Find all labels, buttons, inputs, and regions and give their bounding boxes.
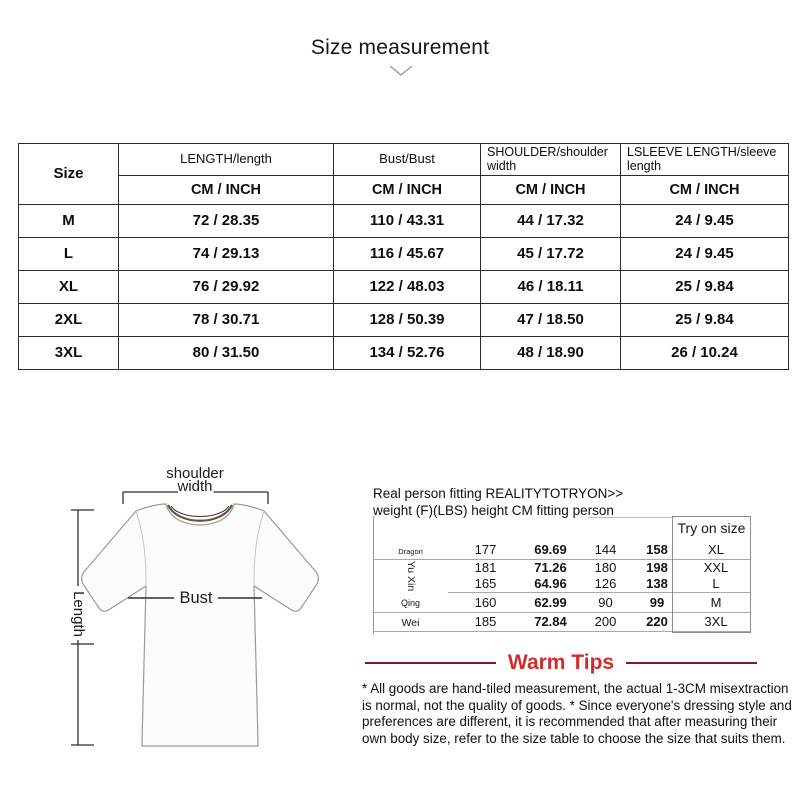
size-measurement-table [18,143,789,370]
fitting-value: 62.99 [523,592,578,612]
unit-header: CM / INCH [621,175,789,204]
length-column-header: LENGTH/length [119,144,334,176]
fitting-size: 3XL [681,612,751,631]
try-on-size-header: Try on size [677,520,746,536]
fitting-value: 72.84 [523,612,578,631]
size-table-unit-row [19,175,789,204]
page-title: Size measurement [310,36,490,59]
shoulder-width-label: width [177,478,213,495]
fitting-heading: Real person fitting REALITYTOTRYON>> [373,486,624,501]
fitting-value: 69.69 [523,540,578,559]
size-table-header-row [19,144,789,176]
fitting-value: 99 [633,592,681,612]
length-cell: 76 / 29.92 [119,270,334,303]
size-row-xl [19,270,789,303]
shoulder-width-label: shoulder [166,465,224,482]
sleeve-cell: 24 / 9.45 [621,237,789,270]
fitting-value: 160 [448,592,523,612]
size-row-m [19,204,789,237]
unit-header: CM / INCH [481,175,621,204]
warm-tips-header [365,648,757,678]
length-cell: 72 / 28.35 [119,204,334,237]
size-label: 2XL [19,303,119,336]
size-label: 3XL [19,336,119,369]
sleeve-cell: 25 / 9.84 [621,303,789,336]
tshirt-outline [82,504,319,746]
warm-tips-line-left [365,662,496,664]
fitting-value: 200 [578,612,633,631]
bust-cell: 134 / 52.76 [334,336,481,369]
warm-tips-body: * All goods are hand-tiled measurement, the actual 1-3CM misextraction is normal, not the quality of goods. * Since everyone's dressing style and preferences are different, it is recommended that after measuring their own body size, refer to the size table to choose the size that suits them. [362,681,792,746]
fitting-value: 158 [633,540,681,559]
fitting-value: 126 [578,576,633,592]
bust-cell: 122 / 48.03 [334,270,481,303]
size-row-2xl [19,303,789,336]
length-cell: 80 / 31.50 [119,336,334,369]
chevron-down-icon [387,64,415,78]
length-cell: 74 / 29.13 [119,237,334,270]
size-row-3xl [19,336,789,369]
fitting-size: L [681,576,751,592]
sleeve-cell: 25 / 9.84 [621,270,789,303]
fitter-name: Yu Xin [404,560,417,591]
size-label: M [19,204,119,237]
fitting-size: M [681,592,751,612]
bust-cell: 110 / 43.31 [334,204,481,237]
fitting-value: 64.96 [523,576,578,592]
shoulder-column-header: SHOULDER/shoulder width [481,144,621,176]
shoulder-cell: 48 / 18.90 [481,336,621,369]
size-column-header: Size [19,144,119,205]
fitting-size: XL [681,540,751,559]
sleeve-cell: 26 / 10.24 [621,336,789,369]
fitting-value: 71.26 [534,560,567,576]
sleeve-column-header: LSLEEVE LENGTH/sleeve length [621,144,789,176]
shoulder-cell: 45 / 17.72 [481,237,621,270]
bust-column-header: Bust/Bust [334,144,481,176]
fitting-value: 177 [448,540,523,559]
unit-header: CM / INCH [334,175,481,204]
bust-cell: 128 / 50.39 [334,303,481,336]
tshirt-measurement-diagram [58,458,373,793]
fitter-name: Wei [401,617,420,629]
unit-header: CM / INCH [119,175,334,204]
fitting-value: 90 [578,592,633,612]
warm-tips-title: Warm Tips [507,651,615,674]
fitting-size: XXL [703,560,729,576]
length-label: Length [70,591,87,637]
sleeve-cell: 24 / 9.45 [621,204,789,237]
size-label: XL [19,270,119,303]
try-on-size-box [672,516,751,633]
fitting-value: 220 [633,612,681,631]
fitter-name: Dragon [398,546,423,556]
warm-tips-line-right [626,662,757,664]
size-row-l [19,237,789,270]
fitting-value: 165 [448,576,523,592]
collar-band-inner [171,506,229,517]
fitter-name: Qing [400,598,420,609]
fitting-subheading: weight (F)(LBS) height CM fitting person [373,503,614,518]
real-person-fitting-section [365,484,795,650]
fitting-value: 181 [474,560,497,576]
shoulder-cell: 46 / 18.11 [481,270,621,303]
shoulder-cell: 44 / 17.32 [481,204,621,237]
bust-label: Bust [179,589,213,607]
shoulder-cell: 47 / 18.50 [481,303,621,336]
fitting-value: 198 [646,560,668,576]
fitting-value: 144 [578,540,633,559]
fitting-value: 185 [448,612,523,631]
size-label: L [19,237,119,270]
bust-cell: 116 / 45.67 [334,237,481,270]
fitting-value: 180 [594,560,617,576]
collar-band [168,505,232,521]
length-cell: 78 / 30.71 [119,303,334,336]
fitting-value: 138 [633,576,681,592]
